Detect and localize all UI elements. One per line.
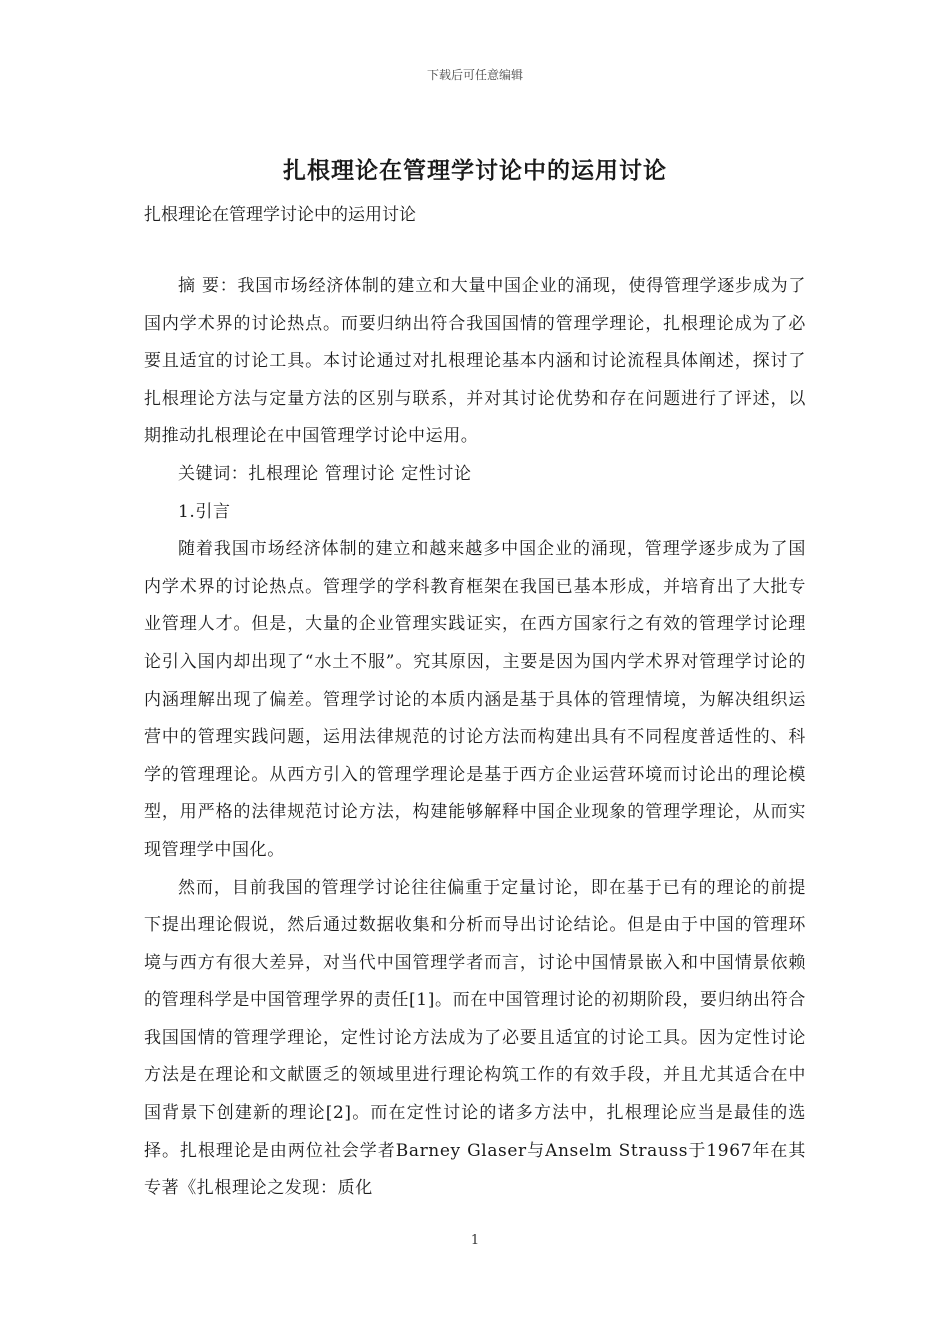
document-subtitle: 扎根理论在管理学讨论中的运用讨论 [144, 205, 416, 225]
abstract-paragraph: 摘 要：我国市场经济体制的建立和大量中国企业的涌现，使得管理学逐步成为了国内学术界的讨论热点。而要归纳出符合我国国情的管理学理论，扎根理论成为了必要且适宜的讨论工具。本讨论通过对扎根理论基本内涵和讨论流程具体阐述，探讨了扎根理论方法与定量方法的区别与联系，并对其讨论优势和存在问题进行了评述，以期推动扎根理论在中国管理学讨论中运用。 [144, 276, 806, 447]
keywords-line: 关键词：扎根理论 管理讨论 定性讨论 [178, 463, 472, 484]
document-title: 扎根理论在管理学讨论中的运用讨论 [283, 158, 667, 184]
section-heading: 1.引言 [178, 501, 231, 522]
document-body [144, 268, 806, 1208]
page-number: 1 [470, 1233, 480, 1248]
page-header-note: 下载后可任意编辑 [426, 68, 523, 82]
body-paragraph: 然而，目前我国的管理学讨论往往偏重于定量讨论，即在基于已有的理论的前提下提出理论假说，然后通过数据收集和分析而导出讨论结论。但是由于中国的管理环境与西方有很大差异，对当代中国管理学者而言，讨论中国情景嵌入和中国情景依赖的管理科学是中国管理学界的责任[1]。而在中国管理讨论的初期阶段，要归纳出符合我国国情的管理学理论，定性讨论方法成为了必要且适宜的讨论工具。因为定性讨论方法是在理论和文献匮乏的领域里进行理论构筑工作的有效手段，并且尤其适合在中国背景下创建新的理论[2]。而在定性讨论的诸多方法中，扎根理论应当是最佳的选择。扎根理论是由两位社会学者Barney Glaser与Anselm Strauss于1967年在其专著《扎根理论之发现：质化 [144, 877, 806, 1199]
body-paragraph: 随着我国市场经济体制的建立和越来越多中国企业的涌现，管理学逐步成为了国内学术界的讨论热点。管理学的学科教育框架在我国已基本形成，并培育出了大批专业管理人才。但是，大量的企业管理实践证实，在西方国家行之有效的管理学讨论理论引入国内却出现了“水土不服”。究其原因，主要是因为国内学术界对管理学讨论的内涵理解出现了偏差。管理学讨论的本质内涵是基于具体的管理情境，为解决组织运营中的管理实践问题，运用法律规范的讨论方法而构建出具有不同程度普适性的、科学的管理理论。从西方引入的管理学理论是基于西方企业运营环境而讨论出的理论模型，用严格的法律规范讨论方法，构建能够解释中国企业现象的管理学理论，从而实现管理学中国化。 [144, 539, 806, 860]
